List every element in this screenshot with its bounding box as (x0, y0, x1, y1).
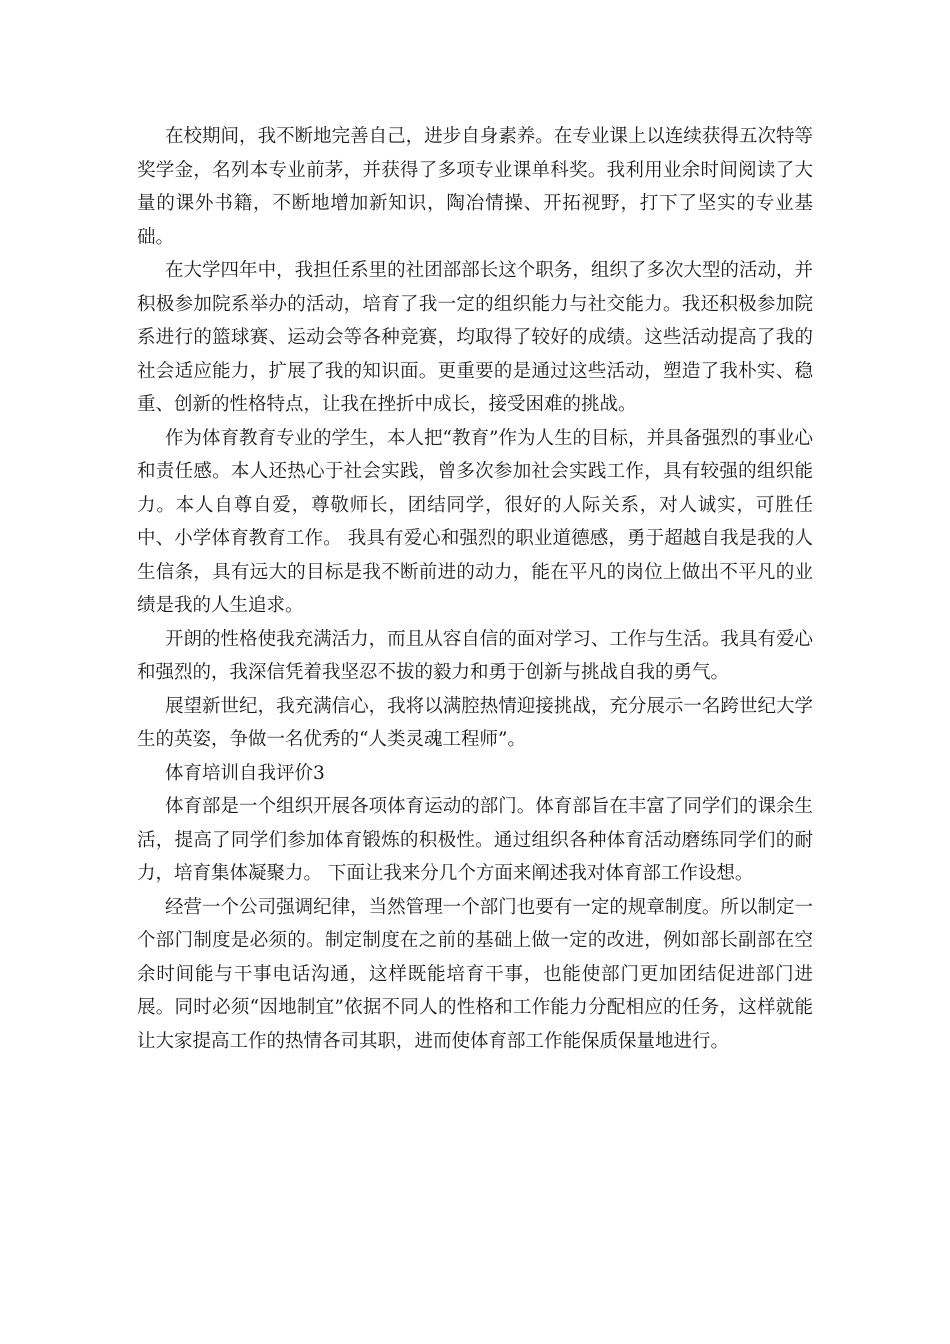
paragraph-2: 在大学四年中，我担任系里的社团部部长这个职务，组织了多次大型的活动，并积极参加院系举办的活动，培育了我一定的组织能力与社交能力。我还积极参加院系进行的篮球赛、运动会等各种竞赛，均取得了较好的成绩。这些活动提高了我的社会适应能力，扩展了我的知识面。更重要的是通过这些活动，塑造了我朴实、稳重、创新的性格特点，让我在挫折中成长，接受困难的挑战。 (137, 260, 813, 415)
paragraph-7: 经营一个公司强调纪律，当然管理一个部门也要有一定的规章制度。所以制定一个部门制度是必须的。制定制度在之前的基础上做一定的改进，例如部长副部在空余时间能与干事电话沟通，这样既能培育干事，也能使部门更加团结促进部门进展。同时必须“因地制宜”依据不同人的性格和工作能力分配相应的任务，这样就能让大家提高工作的热情各司其职，进而使体育部工作能保质保量地进行。 (137, 896, 813, 1052)
paragraph-1: 在校期间，我不断地完善自己，进步自身素养。在专业课上以连续获得五次特等奖学金，名列本专业前茅，并获得了多项专业课单科奖。我利用业余时间阅读了大量的课外书籍，不断地增加新知识，陶冶情操、开拓视野，打下了坚实的专业基础。 (137, 126, 813, 248)
paragraph-6: 体育部是一个组织开展各项体育运动的部门。体育部旨在丰富了同学们的课余生活，提高了同学们参加体育锻炼的积极性。通过组织各种体育活动磨练同学们的耐力，培育集体凝聚力。 下面让我来分几个方面来阐述我对体育部工作设想。 (137, 796, 813, 884)
paragraph-4: 开朗的性格使我充满活力，而且从容自信的面对学习、工作与生活。我具有爱心和强烈的，我深信凭着我坚忍不拔的毅力和勇于创新与挑战自我的勇气。 (137, 628, 813, 683)
section-heading: 体育培训自我评价3 (165, 762, 325, 784)
paragraph-3: 作为体育教育专业的学生，本人把“教育”作为人生的目标，并具备强烈的事业心和责任感。本人还热心于社会实践，曾多次参加社会实践工作，具有较强的组织能力。本人自尊自爱，尊敬师长，团结同学，很好的人际关系，对人诚实，可胜任中、小学体育教育工作。 我具有爱心和强烈的职业道德感，勇于超越自我是我的人生信条，具有远大的目标是我不断前进的动力，能在平凡的岗位上做出不平凡的业绩是我的人生追求。 (137, 427, 813, 616)
document-body (137, 120, 813, 1058)
paragraph-5: 展望新世纪，我充满信心，我将以满腔热情迎接挑战，充分展示一名跨世纪大学生的英姿，争做一名优秀的“人类灵魂工程师”。 (137, 695, 813, 750)
